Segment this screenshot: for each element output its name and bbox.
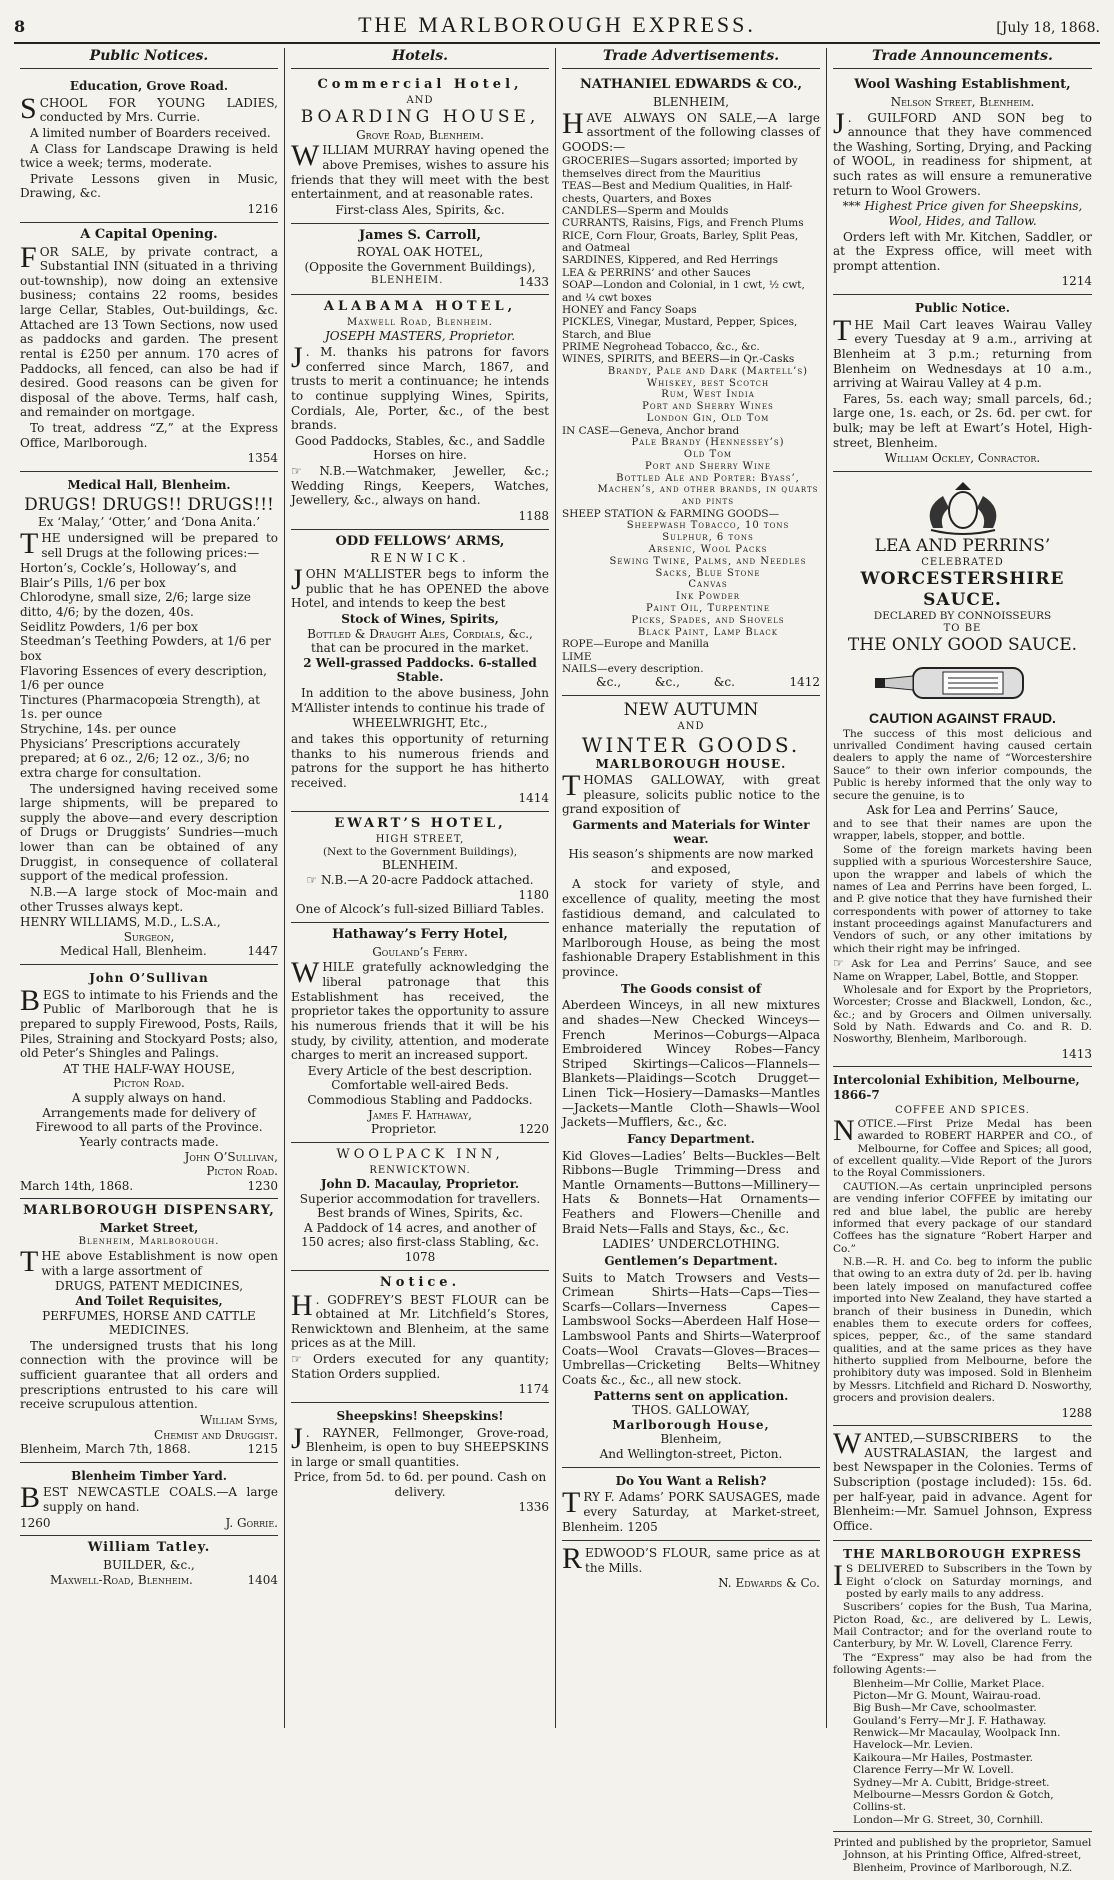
ad-woolpack-inn: WOOLPACK INN, RENWICKTOWN. John D. Macaulay, Proprietor. Superior accommodation for travellers. Best brands of Wines, Spirits, &c. A Paddock of 14 acres, and another of 150 acres; also first-class Stabling, &c. 1078	[291, 1143, 549, 1271]
ad-odd-fellows-arms: ODD FELLOWS’ ARMS, RENWICK. JOHN M‘ALLISTER begs to inform the public that he has OPENED the above Hotel, and intends to keep the best Stock of Wines, Spirits, Bottled & Draught Ales, Cordials, &c., that can be procured in the market. 2 Well-grassed Paddocks. 6-stalled Stable. In addition to the above business, John M‘Allister intends to continue his trade of WHEELWRIGHT, Etc., and takes this opportunity of returning thanks to his numerous friends and patrons for the support he has hitherto received. 1414	[291, 530, 549, 812]
ad-robert-harper: Intercolonial Exhibition, Melbourne, 1866-7 COFFEE AND SPICES. NOTICE.—First Prize Medal has been awarded to ROBERT HARPER and CO., of Melbourne, for Coffee and Spices; all good, of excellent quality.—Vide Report of the Jurors to the Royal Commissioners. CAUTION.—As certain unprincipled persons are vending inferior COFFEE by imitating our red and blue label, the public are hereby informed that every package of our standard Coffees has the signature “Robert Harper and Co.” N.B.—R. H. and Co. beg to inform the public that owing to an extra duty of 2d. per lb. having been lately imposed on manufactured coffee imported into New Zealand, they have started a branch of their business in Dunedin, which enables them to execute orders for coffees, spices, pepper, &c., of the same standard qualities, and at the same prices as they have hitherto supplied from Melbourne, before the prohibitory duty was imposed. Sold in Blenheim by Messrs. Litchfield and Richard D. Nosworthy, grocers and provision dealers. 1288	[833, 1067, 1092, 1426]
goods-item: Brandy, Pale and Dark (Martell’s)	[607, 365, 809, 377]
ad-title: Education, Grove Road.	[69, 79, 229, 94]
goods-item: WINES, SPIRITS, and BEERS—in Qr.-Casks	[562, 353, 795, 366]
ad-royal-oak-hotel: James S. Carroll, ROYAL OAK HOTEL, (Opposite the Government Buildings), BLENHEIM. 1433	[291, 224, 549, 296]
goods-item: Sulphur, 6 tons	[662, 532, 754, 544]
goods-item: SARDINES, Kippered, and Red Herrings	[562, 254, 778, 267]
ad-hathaways-ferry-hotel: Hathaway’s Ferry Hotel, Gouland’s Ferry. WHILE gratefully acknowledging the liberal patronage that this Establishment has received, the proprietor takes the opportunity to assure his numerous friends that it will be his study, by civility, attention, and moderate charges to merit an increased support. Every Article of the best description. Comfortable well-aired Beds. Commodious Stabling and Paddocks. James F. Hathaway, Proprietor. 1220	[291, 923, 549, 1143]
sauce-bottle-icon	[873, 660, 1053, 706]
goods-item: Ink Powder	[675, 591, 741, 603]
pointing-hand-icon: ☞	[291, 464, 302, 479]
goods-item: GROCERIES—Sugars assorted; imported by themselves direct from the Mauritius	[562, 155, 798, 180]
column-trade-advertisements	[556, 48, 827, 1728]
issue-date: [July 18, 1868.	[996, 20, 1100, 36]
goods-item: ROPE—Europe and Manilla	[562, 638, 709, 651]
goods-item: Port and Sherry Wine	[645, 460, 771, 472]
column-heading: Trade Advertisements.	[562, 48, 820, 69]
ad-pork-sausages: Do You Want a Relish? TRY F. Adams’ PORK SAUSAGES, made every Saturday, at Market-street, Blenheim. 1205	[562, 1468, 820, 1542]
goods-item: TEAS—Best and Medium Qualities, in Half-chests, Quarters, and Boxes	[562, 180, 793, 205]
column-heading: Hotels.	[291, 48, 549, 69]
drug-price-list: Horton’s, Cockle’s, Holloway’s, and Blair’s Pills, 1/6 per box Chlorodyne, small size, 2/6; large size ditto, 4/6; by the dozen, 40s. Seidlitz Powders, 1/6 per box Steedman’s Teething Powders, at 1/6 per box Flavoring Essences of every description, 1/6 per ounce Tinctures (Pharmacopœia Strength), at 1s. per ounce Strychine, 14s. per ounce Physicians’ Prescriptions accurately prepared; at 6 oz., 2/6; 12 oz., 3/6; no extra charge for consultation.	[20, 561, 271, 780]
ad-ewarts-hotel: EWART’S HOTEL, HIGH STREET, (Next to the Government Buildings), BLENHEIM. ☞ N.B.—A 20-acre Paddock attached. 1180 One of Alcock’s full-sized Billiard Tables.	[291, 812, 549, 923]
column-hotels	[285, 48, 556, 1728]
goods-item: NAILS—every description.	[562, 663, 704, 676]
ad-australasian-subscribers: WANTED,—SUBSCRIBERS to the AUSTRALASIAN, the largest and best Newspaper in the Colonies. Terms of Subscription (postage included): 15s. 6d. per half-year, paid in advance. Agent for Blenheim:—Mr. Samuel Johnson, Express Office.	[833, 1426, 1092, 1540]
goods-item: PRIME Negrohead Tobacco, &c., &c.	[562, 341, 760, 354]
goods-item: Black Paint, Lamp Black	[638, 626, 778, 638]
imprint: Printed and published by the proprietor, Samuel Johnson, at his Printing Office, Alfred-street, Blenheim, Province of Marlborough, N.Z.	[833, 1837, 1092, 1874]
goods-item: Paint Oil, Turpentine	[646, 602, 770, 614]
goods-item: Arsenic, Wool Packs	[648, 543, 768, 555]
goods-item: Rum, West India	[661, 389, 755, 401]
goods-item: CANDLES—Sperm and Moulds	[562, 204, 729, 217]
ad-marlborough-express: THE MARLBOROUGH EXPRESS I S DELIVERED to Subscribers in the Town by Eight o’clock on Saturday mornings, and posted by early mails to any address. Suscribers’ copies for the Bush, Tua Marina, Picton Road, &c., are delivered by L. Lewis, Mail Contractor; and for the overland route to Canterbury, by Mr. W. Lovell, Clarence Ferry. The “Express” may also be had from the following Agents:— Blenheim—Mr Collie, Market Place. Picton—Mr G. Mount, Wairau-road. Big Bush—Mr Cave, schoolmaster. Gouland’s Ferry—Mr J. F. Hathaway. Renwick—Mr Macaulay, Woolpack Inn. Havelock—Mr. Levien. Kaikoura—Mr Hailes, Postmaster. Clarence Ferry—Mr W. Lovell. Sydney—Mr A. Cubitt, Bridge-street. Melbourne—Messrs Gordon & Gotch, Collins-st. London—Mr G. Street, 30, Cornhill.	[833, 1541, 1092, 1833]
agents-list: Blenheim—Mr Collie, Market Place. Picton—Mr G. Mount, Wairau-road. Big Bush—Mr Cave, schoolmaster. Gouland’s Ferry—Mr J. F. Hathaway. Renwick—Mr Macaulay, Woolpack Inn. Havelock—Mr. Levien. Kaikoura—Mr Hailes, Postmaster. Clarence Ferry—Mr W. Lovell. Sydney—Mr A. Cubitt, Bridge-street. Melbourne—Messrs Gordon & Gotch, Collins-st. London—Mr G. Street, 30, Cornhill.	[853, 1677, 1061, 1826]
goods-item: Pale Brandy (Hennessey’s)	[631, 437, 785, 449]
ad-lea-and-perrins: LEA AND PERRINS’ CELEBRATED WORCESTERSHIRE SAUCE. DECLARED BY CONNOISSEURS TO BE THE ONLY GOOD SAUCE. CAUTION AGAINST FRAUD. The success of this most delicious and unrivalled Condiment having caused certain dealers to apply the name of “Worcestershire Sauce” to their own inferior compounds, the Public is hereby informed that the only way to secure the genuine, is to Ask for Lea and Perrins’ Sauce, and to see that their names are upon the wrapper, labels, stopper, and bottle. Some of the foreign markets having been supplied with a spurious Worcestershire Sauce, upon the wrapper and labels of which the names of Lea and Perrins have been forged, L. and P. give notice that they have furnished their correspondents with power of attorney to take instant proceedings against Manufacturers and Vendors of such, or any other imitations by which their right may be infringed. ☞ Ask for Lea and Perrins’ Sauce, and see Name on Wrapper, Label, Bottle, and Stopper. Wholesale and for Export by the Proprietors, Worcester; Crosse and Blackwell, London, &c., &c.; and by Grocers and Oilmen universally. Sold by Nath. Edwards and Co. and R. D. Nosworthy, Blenheim, Marlborough. 1413	[833, 472, 1092, 1068]
ad-dispensary: MARLBOROUGH DISPENSARY, Market Street, Blenheim, Marlborough. THE above Establishment is now open with a large assortment of DRUGS, PATENT MEDICINES, And Toilet Requisites, PERFUMES, HORSE AND CATTLE MEDICINES. The undersigned trusts that his long connection with the province will be sufficient guarantee that all orders and prescriptions entrusted to his care will receive scrupulous attention. William Syms, Chemist and Druggist. Blenheim, March 7th, 1868. 1215	[20, 1199, 278, 1462]
ad-osullivan: John O’Sullivan BEGS to intimate to his Friends and the Public of Marlborough that he is prepared to supply Firewood, Posts, Rails, Piles, Straining and Stockyard Posts; also, old Peter’s Shingles and Palings. AT THE HALF-WAY HOUSE, Picton Road. A supply always on hand. Arrangements made for delivery of Firewood to all parts of the Province. Yearly contracts made. John O’Sullivan, Picton Road. March 14th, 1868. 1230	[20, 965, 278, 1199]
ad-alabama-hotel: ALABAMA HOTEL, Maxwell Road, Blenheim. JOSEPH MASTERS, Proprietor. J . M. thanks his patrons for favors conferred since March, 1867, and trusts to merit a continuance; he intends to continue supplying Wines, Spirits, Cordials, Ale, Porter, &c., of the best brands. Good Paddocks, Stables, &c., and Saddle Horses on hire. ☞ N.B.—Watchmaker, Jeweller, &c.; Wedding Rings, Keepers, Watches, Jewellery, &c., always on hand. 1188	[291, 295, 549, 529]
goods-item: CURRANTS, Raisins, Figs, and French Plums	[562, 217, 804, 230]
page-number: 8	[14, 17, 26, 36]
goods-item: Sacks, Blue Stone	[655, 567, 761, 579]
goods-item: LEA & PERRINS’ and other Sauces	[562, 266, 751, 279]
pointing-hand-icon: ☞	[291, 1352, 302, 1367]
ad-capital-opening: A Capital Opening. FOR SALE, by private contract, a Substantial INN (situated in a thriving out-township), now doing an extensive business; contains 22 rooms, besides large Cellar, Stables, Out-buildings, &c. Attached are 13 Town Sections, now used as paddocks and garden. The present rental is £250 per annum. 170 acres of Paddocks, all fenced, can also be had if desired. Good reasons can be given for disposal of the above. Terms, half cash, and remainder on mortgage. To treat, address “Z,” at the Express Office, Marlborough. 1354	[20, 223, 278, 472]
column-heading: Public Notices.	[20, 48, 278, 69]
masthead	[14, 12, 1100, 44]
pointing-hand-icon: ☞	[306, 873, 318, 888]
ad-school: Education, Grove Road. SCHOOL FOR YOUNG LADIES, conducted by Mrs. Currie. A limited number of Boarders received. A Class for Landscape Drawing is held twice a week; terms, moderate. Private Lessons given in Music, Drawing, &c. 1216	[20, 73, 278, 223]
newspaper-title: THE MARLBOROUGH EXPRESS.	[358, 12, 756, 37]
column-public-notices	[14, 48, 285, 1728]
ad-redwoods-flour: REDWOOD’S FLOUR, same price as at the Mills. N. Edwards & Co.	[562, 1542, 820, 1591]
goods-item: PICKLES, Vinegar, Mustard, Pepper, Spices, Starch, and Blue	[562, 316, 798, 341]
ad-mail-cart: Public Notice. THE Mail Cart leaves Wairau Valley every Tuesday at 9 a.m., arriving at Blenheim at 3 p.m.; returning from Blenheim on Wednesdays at 10 a.m., arriving at Wairau Valley at 4 p.m. Fares, 5s. each way; small parcels, 6d.; large one, 1s. each, or 2s. 6d. per cwt. for bulk; may be left at Ewart’s Hotel, High-street, Blenheim. William Ockley, Conractor.	[833, 295, 1092, 472]
ad-commercial-hotel: Commercial Hotel, AND BOARDING HOUSE, Grove Road, Blenheim. WILLIAM MURRAY having opened the above Premises, wishes to assure his friends that they will meet with the best entertainment, and at reasonable rates. First-class Ales, Spirits, &c.	[291, 73, 549, 224]
goods-item: SOAP—London and Colonial, in 1 cwt, ½ cwt, and ¼ cwt boxes	[562, 279, 805, 304]
pointing-hand-icon: ☞	[833, 956, 844, 971]
goods-item: IN CASE—Geneva, Anchor brand	[562, 424, 740, 437]
column-trade-announcements	[827, 48, 1098, 1874]
goods-item: LIME	[562, 650, 592, 663]
goods-item: RICE, Corn Flour, Groats, Barley, Split Peas, and Oatmeal	[562, 229, 799, 255]
ad-wool-washing: Wool Washing Establishment, Nelson Street, Blenheim. J . GUILFORD AND SON beg to announce that they have commenced the Washing, Sorting, Drying, and Packing of WOOL, in readiness for shipment, at such rates as will ensure a remunerative return to Wool Growers. *** Highest Price given for Sheepskins, Wool, Hides, and Tallow. Orders left with Mr. Kitchen, Saddler, or at the Express office, will meet with prompt attention. 1214	[833, 73, 1092, 295]
ad-sheepskins: Sheepskins! Sheepskins! J . RAYNER, Fellmonger, Grove-road, Blenheim, is open to buy SHEEPSKINS in large or small quantities. Price, from 5d. to 6d. per pound. Cash on delivery. 1336	[291, 1408, 549, 1514]
columns	[14, 48, 1100, 1874]
goods-item: London Gin, Old Tom	[646, 413, 770, 424]
ad-medical-hall: Medical Hall, Blenheim. DRUGS! DRUGS!! DRUGS!!! Ex ‘Malay,’ ‘Otter,’ and ‘Dona Anita.’ THE undersigned will be prepared to sell Drugs at the following prices:— Horton’s, Cockle’s, Holloway’s, and Blair’s Pills, 1/6 per box Chlorodyne, small size, 2/6; large size ditto, 4/6; by the dozen, 40s. Seidlitz Powders, 1/6 per box Steedman’s Teething Powders, at 1/6 per box Flavoring Essences of every description, 1/6 per ounce Tinctures (Pharmacopœia Strength), at 1s. per ounce Strychine, 14s. per ounce Physicians’ Prescriptions accurately prepared; at 6 oz., 2/6; 12 oz., 3/6; no extra charge for consultation. The undersigned having received some large shipments, will be prepared to supply the above—and every description of Drugs or Druggists’ Sundries—much lower than can be obtained of any Druggist, in consequence of collateral support of the medical profession. N.B.—A large stock of Moc-main and other Trusses always kept. HENRY WILLIAMS, M.D., L.S.A., Surgeon, Medical Hall, Blenheim. 1447	[20, 472, 278, 965]
goods-item: Whiskey, best Scotch	[646, 377, 770, 389]
goods-item: Old Tom	[683, 448, 733, 460]
goods-item: Sewing Twine, Palms, and Needles	[609, 555, 807, 567]
column-heading: Trade Announcements.	[833, 48, 1092, 69]
goods-item: Canvas	[688, 579, 728, 591]
ad-godfrey-flour: Notice. H . GODFREY’S BEST FLOUR can be obtained at Mr. Litchfield’s Stores, Renwicktown and Blenheim, at the same prices as at the Mill. ☞ Orders executed for any quantity; Station Orders supplied. 1174	[291, 1271, 549, 1403]
goods-item: HONEY and Fancy Soaps	[562, 303, 697, 316]
goods-list	[562, 155, 820, 675]
goods-item: Port and Sherry Wines	[642, 401, 774, 413]
ad-nathaniel-edwards: NATHANIEL EDWARDS & CO., BLENHEIM, HAVE ALWAYS ON SALE,—A large assortment of the following classes of GOODS:— GROCERIES—Sugars assorted; imported by themselves direct from the Mauritius TEAS—Best and Medium Qualities, in Half-chests, Quarters, and Boxes CANDLES—Sperm and Moulds CURRANTS, Raisins, Figs, and French Plums RICE, Corn Flour, Groats, Barley, Split Peas, and Oatmeal SARDINES, Kippered, and Red Herrings LEA & PERRINS’ and other Sauces SOAP—London and Colonial, in 1 cwt, ½ cwt, and ¼ cwt boxes HONEY and Fancy Soaps PICKLES, Vinegar, Mustard, Pepper, Spices, Starch, and Blue PRIME Negrohead Tobacco, &c., &c. WINES, SPIRITS, and BEERS—in Qr.-Casks Brandy, Pale and Dark (Martell’s) Whiskey, best Scotch Rum, West India Port and Sherry Wines London Gin, Old Tom IN CASE—Geneva, Anchor brand Pale Brandy (Hennessey’s) Old Tom Port and Sherry Wine Bottled Ale and Porter: Byass’, Machen’s, and other brands, in quarts and pints SHEEP STATION & FARMING GOODS— Sheepwash Tobacco, 10 tons Sulphur, 6 tons Arsenic, Wool Packs Sewing Twine, Palms, and Needles Sacks, Blue Stone Canvas Ink Powder Paint Oil, Turpentine Picks, Spades, and Shovels Black Paint, Lamp Black ROPE—Europe and Manilla LIME NAILS—every description. &c., &c., &c. 1412	[562, 73, 820, 696]
goods-item: Bottled Ale and Porter: Byass’, Machen’s, and other brands, in quarts and pints	[597, 472, 819, 508]
goods-item: SHEEP STATION & FARMING GOODS—	[562, 507, 780, 520]
goods-item: Picks, Spades, and Shovels	[631, 614, 785, 626]
ad-winter-goods: NEW AUTUMN AND WINTER GOODS. MARLBOROUGH HOUSE. THOMAS GALLOWAY, with great pleasure, solicits public notice to the grand exposition of Garments and Materials for Winter wear. His season’s shipments are now marked and exposed, A stock for variety of style, and excellence of quality, meeting the most fastidious demand, and calculated to enhance materially the reputation of Marlborough House, as being the most fashionable Drapery Establishment in this province. The Goods consist of Aberdeen Winceys, in all new mixtures and shades—New Checked Winceys—French Merinos—Coburgs—Alpaca Embroidered Wincey Robes—Fancy Striped Skirtings—Calicos—Flannels—Blankets—Plaidings—Scotch Drugget—Linen Tick—Hosiery—Damasks—Mantles—Jackets—Mantle Cloth—Shawls—Wool Jackets—Mufflers, &c., &c. Fancy Department. Kid Gloves—Ladies’ Belts—Buckles—Belt Ribbons—Bugle Trimming—Dress and Mantle Ornaments—Buttons—Millinery—Hats & Bonnets—Hat Ornaments—Feathers and Flowers—Chenille and Braid Nets—Falls and Stays, &c., &c. LADIES’ UNDERCLOTHING. Gentlemen’s Department. Suits to Match Trowsers and Vests—Crimean Shirts—Hats—Caps—Ties—Scarfs—Collars—Inverness Capes—Lambswool Socks—Aberdeen Half Hose—Lambswool Pants and Shirts—Waterproof Coats—Wool Cravats—Gloves—Braces—Umbrellas—Cricketing Belts—Whitney Coats &c., &c., all new stock. Patterns sent on application. THOS. GALLOWAY, Marlborough House, Blenheim, And Wellington-street, Picton.	[562, 696, 820, 1468]
goods-item: Sheepwash Tobacco, 10 tons	[626, 520, 790, 532]
ad-timber-yard: Blenheim Timber Yard. BEST NEWCASTLE COALS.—A large supply on hand. 1260 J. Gorrie.	[20, 1463, 278, 1537]
royal-crest-icon	[913, 478, 1013, 534]
ad-tatley: William Tatley. BUILDER, &c., Maxwell-Road, Blenheim. 1404	[50, 1540, 278, 1587]
